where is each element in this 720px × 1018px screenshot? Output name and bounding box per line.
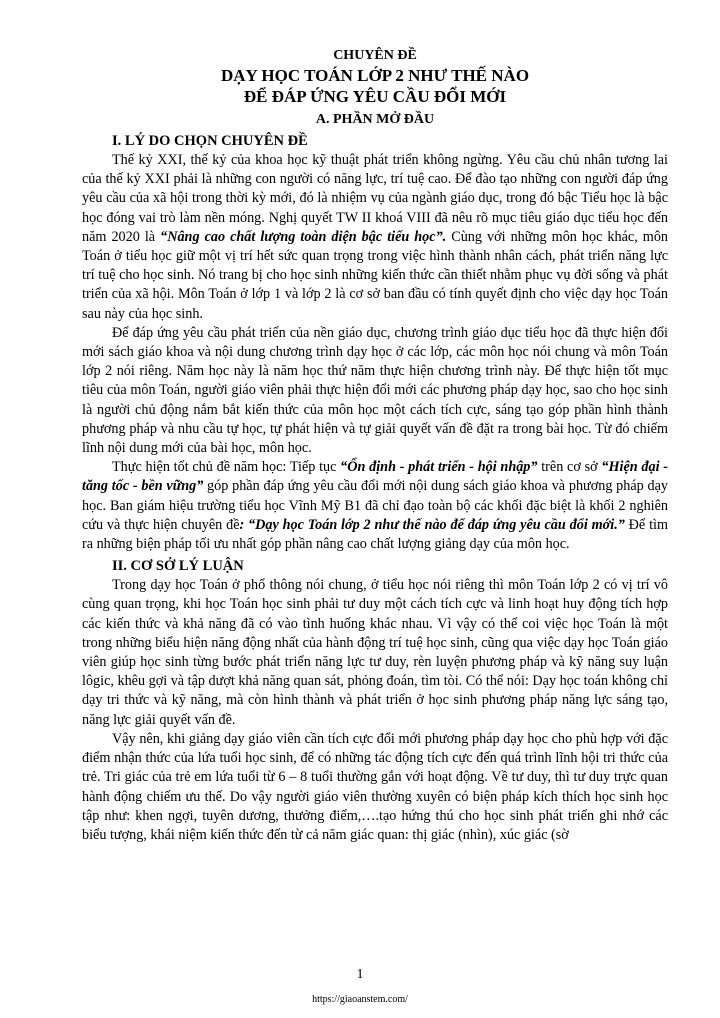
document-body bbox=[82, 46, 668, 845]
text-run: Thế kỷ XXI, thế kỷ của khoa học kỹ thuật phát triển không ngừng. Yêu cầu chủ nhân tương lai của thế kỷ XXI phải là những con người có năng lực, trí tuệ cao. Để đào tạo những con người đáp ứng yêu cầu của xã hội trong thời kỳ mới, đó là nhiệm vụ của ngành giáo dục, trong đó bậc Tiểu học là bậc học đóng vai trò làm nền móng. Nghị quyết TW II khoá VIII đã nêu rõ mục tiêu giáo dục tiểu học đến năm 2020 là bbox=[82, 152, 668, 245]
text-run: Thực hiện tốt chủ đề năm học: Tiếp tục bbox=[112, 459, 341, 476]
topic-label: CHUYÊN ĐỀ bbox=[333, 48, 417, 63]
title-line-2: ĐỂ ĐÁP ỨNG YÊU CẦU ĐỔI MỚI bbox=[243, 87, 507, 106]
paragraph: Vậy nên, khi giảng dạy giáo viên cần tích cực đổi mới phương pháp dạy học cho phù hợp với đặc điểm nhận thức của lứa tuổi học sinh, để có những tác động tích cực đến quá trình lĩnh hội tri thức của trẻ. Tri giác của trẻ em lứa tuổi từ 6 – 8 tuổi thường gắn với hoạt động. Về tư duy, thì tư duy trực quan hành động chiếm ưu thế. Do vậy người giáo viên thường xuyên có biện pháp kích thích học sinh học tập như: khen ngợi, tuyên dương, thưởng điểm,….tạo hứng thú cho học sinh phát triển ghi nhớ các biểu tượng, khái niệm kiến thức đến từ cả năm giác quan: thị giác (nhìn), xúc giác (sờ bbox=[82, 730, 668, 843]
text-run: góp phần đáp ứng yêu cầu đổi mới nội dung sách giáo khoa và phương pháp dạy học. Ban giám hiệu trường tiểu học Vĩnh Mỹ B1 đã chỉ đạo toàn bộ các khối đặc biệt là khối 2 nghiên cứu và thực hiện chuyên đề bbox=[82, 478, 669, 533]
emphasis-quote: : “Dạy học Toán lớp 2 như thế nào để đáp ứng yêu cầu đổi mới.” bbox=[239, 516, 625, 533]
emphasis-quote: “Nâng cao chất lượng toàn diện bậc tiểu học”. bbox=[160, 228, 447, 245]
text-run: Để tìm ra những biện pháp tối ưu nhất góp phần nâng cao chất lượng giảng dạy của môn học. bbox=[82, 516, 668, 553]
emphasis-quote: “Ổn định - phát triển - hội nhập” bbox=[340, 459, 538, 476]
text-run: trên cơ sở bbox=[537, 459, 602, 476]
title-line-1: DẠY HỌC TOÁN LỚP 2 NHƯ THẾ NÀO bbox=[220, 66, 530, 85]
paragraph bbox=[82, 151, 668, 324]
part-a-heading: A. PHẦN MỞ ĐẦU bbox=[315, 112, 435, 127]
section-2-heading: II. CƠ SỞ LÝ LUẬN bbox=[112, 558, 244, 575]
emphasis-quote: “Hiện đại - tăng tốc - bền vững” bbox=[82, 459, 668, 495]
text-run: Cùng với những môn học khác, môn Toán ở tiểu học giữ một vị trí hết sức quan trọng trong việc hình thành nhân cách, phát triển năng lực trí tuệ cho học sinh. Nó trang bị cho học sinh những kiến thức cần thiết nhằm phục vụ đời sống và phát triển của xã hội. Môn Toán ở lớp 1 và lớp 2 là cơ sở ban đầu có tính quyết định cho việc dạy học Toán sau này của học sinh. bbox=[82, 228, 669, 322]
page-number: 1 bbox=[356, 967, 364, 982]
paragraph bbox=[82, 458, 668, 554]
paragraph: Để đáp ứng yêu cầu phát triển của nền giáo dục, chương trình giáo dục tiểu học đã thực hiện đổi mới sách giáo khoa và nội dung chương trình dạy học ở các lớp, các môn học nói chung và môn Toán lớp 2 nói riêng. Năm học này là năm học thứ năm thực hiện chương trình này. Để thực hiện tốt mục tiêu của môn Toán, người giáo viên phải thực hiện đổi mới các phương pháp dạy học, sao cho học sinh là người chủ động nắm bắt kiến thức của môn học một cách tích cực, sáng tạo góp phần hình thành phương pháp và nhu cầu tự học, tự phát hiện và tự giải quyết vấn đề đặt ra trong bài học. Từ đó chiếm lĩnh nội dung mới của bài học, môn học. bbox=[82, 324, 668, 457]
paragraph: Trong dạy học Toán ở phổ thông nói chung, ở tiểu học nói riêng thì môn Toán lớp 2 có vị trí vô cùng quan trọng, khi học Toán học sinh phải tư duy một cách tích cực và linh hoạt huy động tích hợp các kiến thức và khả năng đã có vào tình huống khác nhau. Vì vậy có thể coi việc học Toán là một trong những biểu hiện năng động nhất của hành động trí tuệ học sinh, cũng qua việc dạy học Toán giáo viên giúp học sinh từng bước phát triển năng lực tư duy, rèn luyện phương pháp và kỹ năng suy luận lôgic, khêu gợi và tập dượt khả năng quan sát, phỏng đoán, tìm tòi. Có thể nói: Dạy học toán không chỉ dạy tri thức và kỹ năng, mà còn hình thành và phát triển ở học sinh phương pháp năng lực sáng tạo, năng lực giải quyết vấn đề. bbox=[82, 577, 668, 728]
footer-url: https://giaoanstem.com/ bbox=[312, 994, 408, 1005]
section-1-heading: I. LÝ DO CHỌN CHUYÊN ĐỀ bbox=[112, 133, 308, 149]
